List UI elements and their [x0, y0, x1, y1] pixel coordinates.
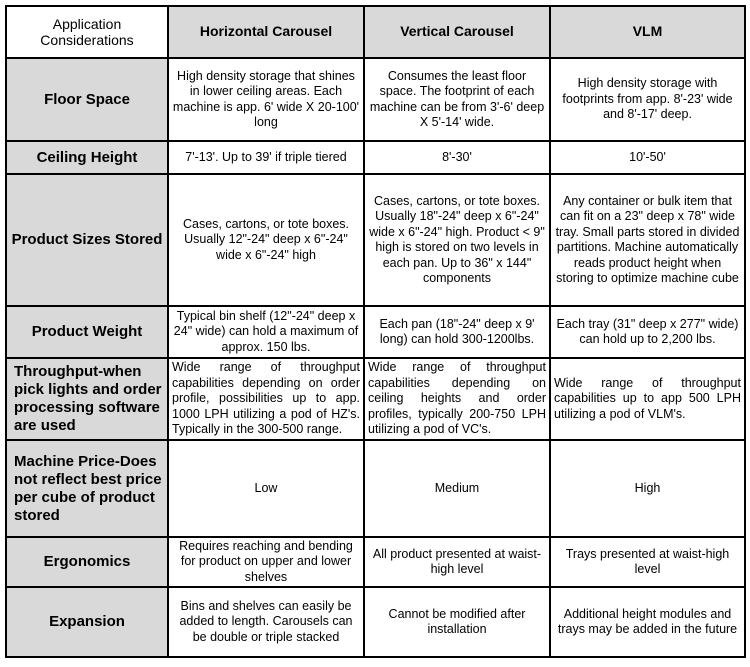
row-label-product-weight: Product Weight	[6, 306, 168, 358]
table-row-expansion	[6, 587, 745, 657]
header-vertical-carousel: Vertical Carousel	[364, 6, 550, 58]
cell-ceiling-height-vertical: 8'-30'	[364, 141, 550, 174]
cell-expansion-horizontal: Bins and shelves can easily be added to length. Carousels can be double or triple stacked	[168, 587, 364, 657]
table-row-ergonomics	[6, 537, 745, 587]
cell-throughput-vlm: Wide range of throughput capabilities up to app 500 LPH utilizing a pod of VLM's.	[550, 358, 745, 440]
cell-ergonomics-horizontal: Requires reaching and bending for product on upper and lower shelves	[168, 537, 364, 587]
row-label-product-sizes: Product Sizes Stored	[6, 174, 168, 306]
table-row-product-sizes	[6, 174, 745, 306]
table-row-throughput	[6, 358, 745, 440]
cell-product-weight-horizontal: Typical bin shelf (12"-24" deep x 24" wide) can hold a maximum of approx. 150 lbs.	[168, 306, 364, 358]
row-label-floor-space: Floor Space	[6, 58, 168, 141]
row-label-ceiling-height: Ceiling Height	[6, 141, 168, 174]
cell-product-sizes-vlm: Any container or bulk item that can fit on a 23" deep x 78" wide tray. Small parts stored in divided partitions. Machine automatically reads product height when storing to optimize machine cube	[550, 174, 745, 306]
cell-machine-price-vlm: High	[550, 440, 745, 537]
cell-ceiling-height-horizontal: 7'-13'. Up to 39' if triple tiered	[168, 141, 364, 174]
cell-throughput-vertical: Wide range of throughput capabilities depending on ceiling heights and order profiles, typically 200-750 LPH utilizing a pod of VC's.	[364, 358, 550, 440]
cell-product-weight-vertical: Each pan (18"-24" deep x 9' long) can hold 300-1200lbs.	[364, 306, 550, 358]
cell-floor-space-vertical: Consumes the least floor space. The footprint of each machine can be from 3'-6' deep X 5'-14' wide.	[364, 58, 550, 141]
cell-expansion-vlm: Additional height modules and trays may be added in the future	[550, 587, 745, 657]
comparison-sheet	[5, 5, 746, 658]
cell-product-sizes-horizontal: Cases, cartons, or tote boxes. Usually 12"-24" deep x 6"-24" wide x 6"-24" high	[168, 174, 364, 306]
row-label-machine-price: Machine Price-Does not reflect best price per cube of product stored	[6, 440, 168, 537]
cell-expansion-vertical: Cannot be modified after installation	[364, 587, 550, 657]
cell-machine-price-vertical: Medium	[364, 440, 550, 537]
cell-machine-price-horizontal: Low	[168, 440, 364, 537]
table-row-product-weight	[6, 306, 745, 358]
table-row-machine-price	[6, 440, 745, 537]
cell-ceiling-height-vlm: 10'-50'	[550, 141, 745, 174]
comparison-table	[5, 5, 746, 658]
header-row	[6, 6, 745, 58]
table-row-ceiling-height	[6, 141, 745, 174]
header-vlm: VLM	[550, 6, 745, 58]
cell-product-weight-vlm: Each tray (31" deep x 277" wide) can hold up to 2,200 lbs.	[550, 306, 745, 358]
header-horizontal-carousel: Horizontal Carousel	[168, 6, 364, 58]
header-application-considerations: Application Considerations	[6, 6, 168, 58]
row-label-ergonomics: Ergonomics	[6, 537, 168, 587]
cell-floor-space-vlm: High density storage with footprints from app. 8'-23' wide and 8'-17' deep.	[550, 58, 745, 141]
row-label-throughput: Throughput-when pick lights and order processing software are used	[6, 358, 168, 440]
row-label-expansion: Expansion	[6, 587, 168, 657]
cell-product-sizes-vertical: Cases, cartons, or tote boxes. Usually 18"-24" deep x 6"-24" wide x 6"-24" high. Product < 9" high is stored on two levels in each pan. Up to 36" x 144" components	[364, 174, 550, 306]
cell-ergonomics-vertical: All product presented at waist-high level	[364, 537, 550, 587]
cell-throughput-horizontal: Wide range of throughput capabilities depending on order profile, possibilities up to app. 1000 LPH utilizing a pod of HZ's. Typically in the 300-500 range.	[168, 358, 364, 440]
cell-ergonomics-vlm: Trays presented at waist-high level	[550, 537, 745, 587]
table-row-floor-space	[6, 58, 745, 141]
cell-floor-space-horizontal: High density storage that shines in lower ceiling areas. Each machine is app. 6' wide X 20-100' long	[168, 58, 364, 141]
